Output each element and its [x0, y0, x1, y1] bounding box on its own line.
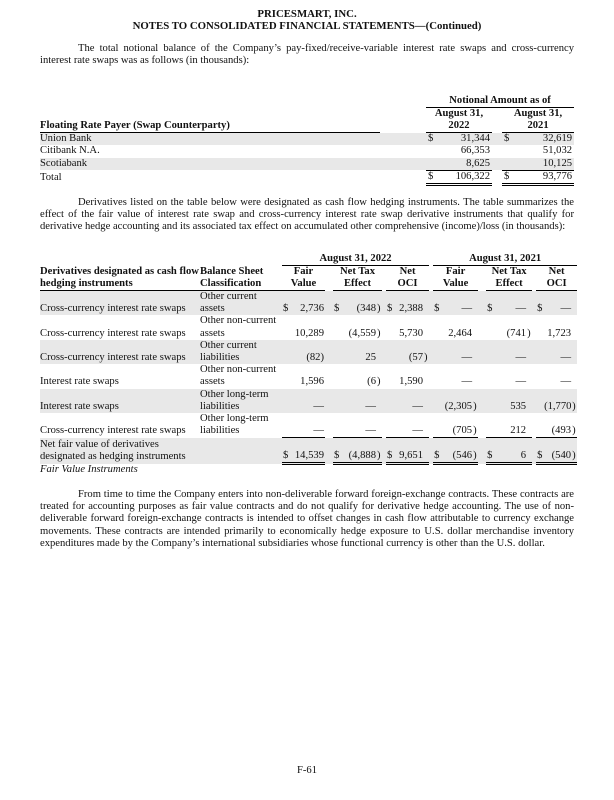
net-oci-2022-header: Net OCI — [386, 266, 429, 291]
derivatives-table — [40, 253, 577, 465]
col-header-2022: August 31, 2022 — [426, 108, 492, 133]
classification-header: Balance Sheet Classification — [200, 266, 282, 291]
table-row: Interest rate swaps Other long-term liabilities — — — (2,305 ) 535 (1,770 ) — [40, 388, 576, 412]
table-row: Cross-currency interest rate swaps Other current liabilities (82) 25 (57 ) — — — — [40, 340, 577, 364]
fair-value-2022-header: Fair Value — [282, 266, 325, 291]
instrument-header: Derivatives designated as cash flow hedging instruments — [40, 266, 199, 289]
notional-amount-table — [40, 95, 574, 186]
period-header-2022: August 31, 2022 — [282, 253, 429, 266]
net-tax-2021-header: Net Tax Effect — [486, 266, 532, 291]
total-row: Total $ 106,322 $ 93,776 — [40, 170, 573, 184]
col-header-2021: August 31, 2021 — [502, 108, 574, 133]
table-row: Citibank N.A. 66,353 51,032 — [40, 145, 573, 157]
derivatives-paragraph: Derivatives listed on the table below were designated as cash flow hedging instruments. The table summarizes the effect of the fair value of interest rate swap and cross-currency interest rate swap derivative instruments that qualify for derivative hedge accounting and its associated tax effect on accumulated other comprehensive (income)/loss (in thousands): — [40, 197, 574, 233]
net-tax-2022-header: Net Tax Effect — [333, 266, 382, 291]
table-row: Scotiabank 8,625 10,125 — [40, 157, 573, 170]
notional-group-header: Notional Amount as of — [426, 95, 574, 108]
intro-paragraph: The total notional balance of the Company’s pay-fixed/receive-variable interest rate swaps and cross-currency interest rate swaps was as follows (in thousands): — [40, 43, 574, 67]
fair-value-heading: Fair Value Instruments — [40, 464, 138, 475]
table-row: Union Bank $ 31,344 $ 32,619 — [40, 133, 573, 145]
fair-value-2021-header: Fair Value — [433, 266, 478, 291]
table-row: Cross-currency interest rate swaps Other current assets $ 2,736 $ (348 ) $ 2,388 $ — $ — $ — — [40, 291, 577, 316]
total-row: Net fair value of derivatives designated as hedging instruments $ 14,539 $ (4,888 ) $ 9,651 $ (546 ) $ 6 $ (540 ) — [40, 439, 576, 463]
table-row: Interest rate swaps Other non-current assets 1,596 (6 ) 1,590 — — — — [40, 364, 572, 388]
counterparty-header: Floating Rate Payer (Swap Counterparty) — [40, 108, 380, 133]
period-header-2021: August 31, 2021 — [433, 253, 577, 266]
page-subtitle: NOTES TO CONSOLIDATED FINANCIAL STATEMENTS—(Continued) — [132, 20, 482, 32]
company-name: PRICESMART, INC. — [257, 8, 357, 20]
fair-value-paragraph: From time to time the Company enters into non-deliverable forward foreign-exchange contracts. These contracts are treated for accounting purposes as fair value contracts and do not qualify for derivative hedge accounting. The use of non-deliverable forward foreign-exchange contracts is intended to offset changes in cash flow attributable to currency exchange movements. These contracts are intended primarily to economically hedge exposure to U.S. dollar merchandise inventory expenditures made by the Company’s international subsidiaries whose functional currency is other than the U.S. dollar. — [40, 489, 574, 549]
table-row: Cross-currency interest rate swaps Other long-term liabilities — — — (705 ) 212 (493 ) — [40, 413, 576, 437]
page-number: F-61 — [296, 765, 317, 776]
net-oci-2021-header: Net OCI — [536, 266, 577, 291]
table-row: Cross-currency interest rate swaps Other non-current assets 10,289 (4,559 ) 5,730 2,464 (741 ) 1,723 — [40, 315, 572, 339]
